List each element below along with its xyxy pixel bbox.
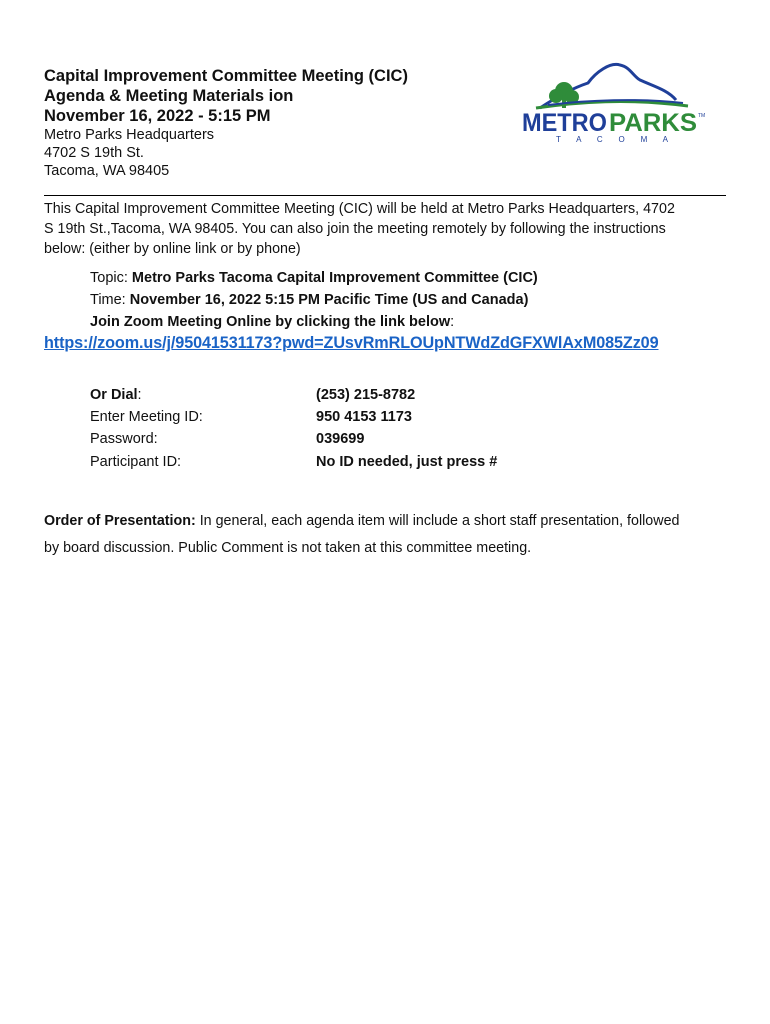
logo-tm-text: TM bbox=[698, 113, 706, 119]
intro-line: below: (either by online link or by phone) bbox=[44, 241, 301, 257]
meeting-id-label: Enter Meeting ID: bbox=[90, 409, 203, 425]
dial-label-suffix: : bbox=[137, 387, 142, 403]
header-divider bbox=[44, 195, 726, 196]
password-value: 039699 bbox=[316, 431, 365, 447]
order-of-presentation bbox=[44, 508, 734, 562]
topic-label: Topic: bbox=[90, 270, 132, 286]
time-line bbox=[90, 292, 528, 308]
wave-green bbox=[536, 102, 688, 108]
order-text-1: In general, each agenda item will include a short staff presentation, followed bbox=[195, 513, 680, 529]
topic-line bbox=[90, 270, 538, 286]
order-line-2: by board discussion. Public Comment is not taken at this committee meeting. bbox=[44, 540, 532, 556]
order-label: Order of Presentation: bbox=[44, 513, 196, 529]
intro-line: This Capital Improvement Committee Meeting (CIC) will be held at Metro Parks Headquarters, 4702 bbox=[44, 201, 675, 217]
participant-id-value: No ID needed, just press # bbox=[316, 454, 498, 470]
participant-id-label: Participant ID: bbox=[90, 454, 182, 470]
dial-phone-number: (253) 215-8782 bbox=[316, 387, 416, 403]
address-street: 4702 S 19th St. bbox=[44, 145, 144, 161]
dial-label bbox=[90, 387, 142, 403]
join-line bbox=[90, 314, 454, 330]
order-line-1 bbox=[44, 508, 734, 535]
document-subtitle: Agenda & Meeting Materials ion bbox=[44, 87, 294, 105]
logo-parks-text: PARKS bbox=[609, 109, 697, 137]
time-value: November 16, 2022 5:15 PM Pacific Time (US and Canada) bbox=[129, 292, 529, 308]
address-city: Tacoma, WA 98405 bbox=[44, 163, 170, 179]
join-label: Join Zoom Meeting Online by clicking the link below bbox=[90, 314, 451, 330]
topic-value: Metro Parks Tacoma Capital Improvement Committee (CIC) bbox=[131, 270, 538, 286]
intro-line: S 19th St.,Tacoma, WA 98405. You can also join the meeting remotely by following the instructions bbox=[44, 221, 666, 237]
time-label: Time: bbox=[90, 292, 130, 308]
zoom-meeting-link[interactable]: https://zoom.us/j/95041531173?pwd=ZUsvRmRLOUpNTWdZdGFXWlAxM085Zz09 bbox=[44, 334, 659, 352]
header bbox=[44, 66, 408, 180]
meeting-date: November 16, 2022 - 5:15 PM bbox=[44, 107, 271, 125]
password-label: Password: bbox=[90, 431, 158, 447]
intro-paragraph bbox=[44, 199, 734, 259]
dial-label-text: Or Dial bbox=[90, 387, 138, 403]
join-suffix: : bbox=[450, 314, 455, 330]
logo-tacoma-text: T A C O M A bbox=[556, 135, 668, 144]
metro-parks-logo bbox=[518, 58, 708, 148]
meeting-id-value: 950 4153 1173 bbox=[316, 409, 412, 425]
document-title: Capital Improvement Committee Meeting (CIC) bbox=[44, 67, 408, 85]
logo-metro-text: METRO bbox=[522, 109, 607, 137]
address-name: Metro Parks Headquarters bbox=[44, 127, 215, 143]
